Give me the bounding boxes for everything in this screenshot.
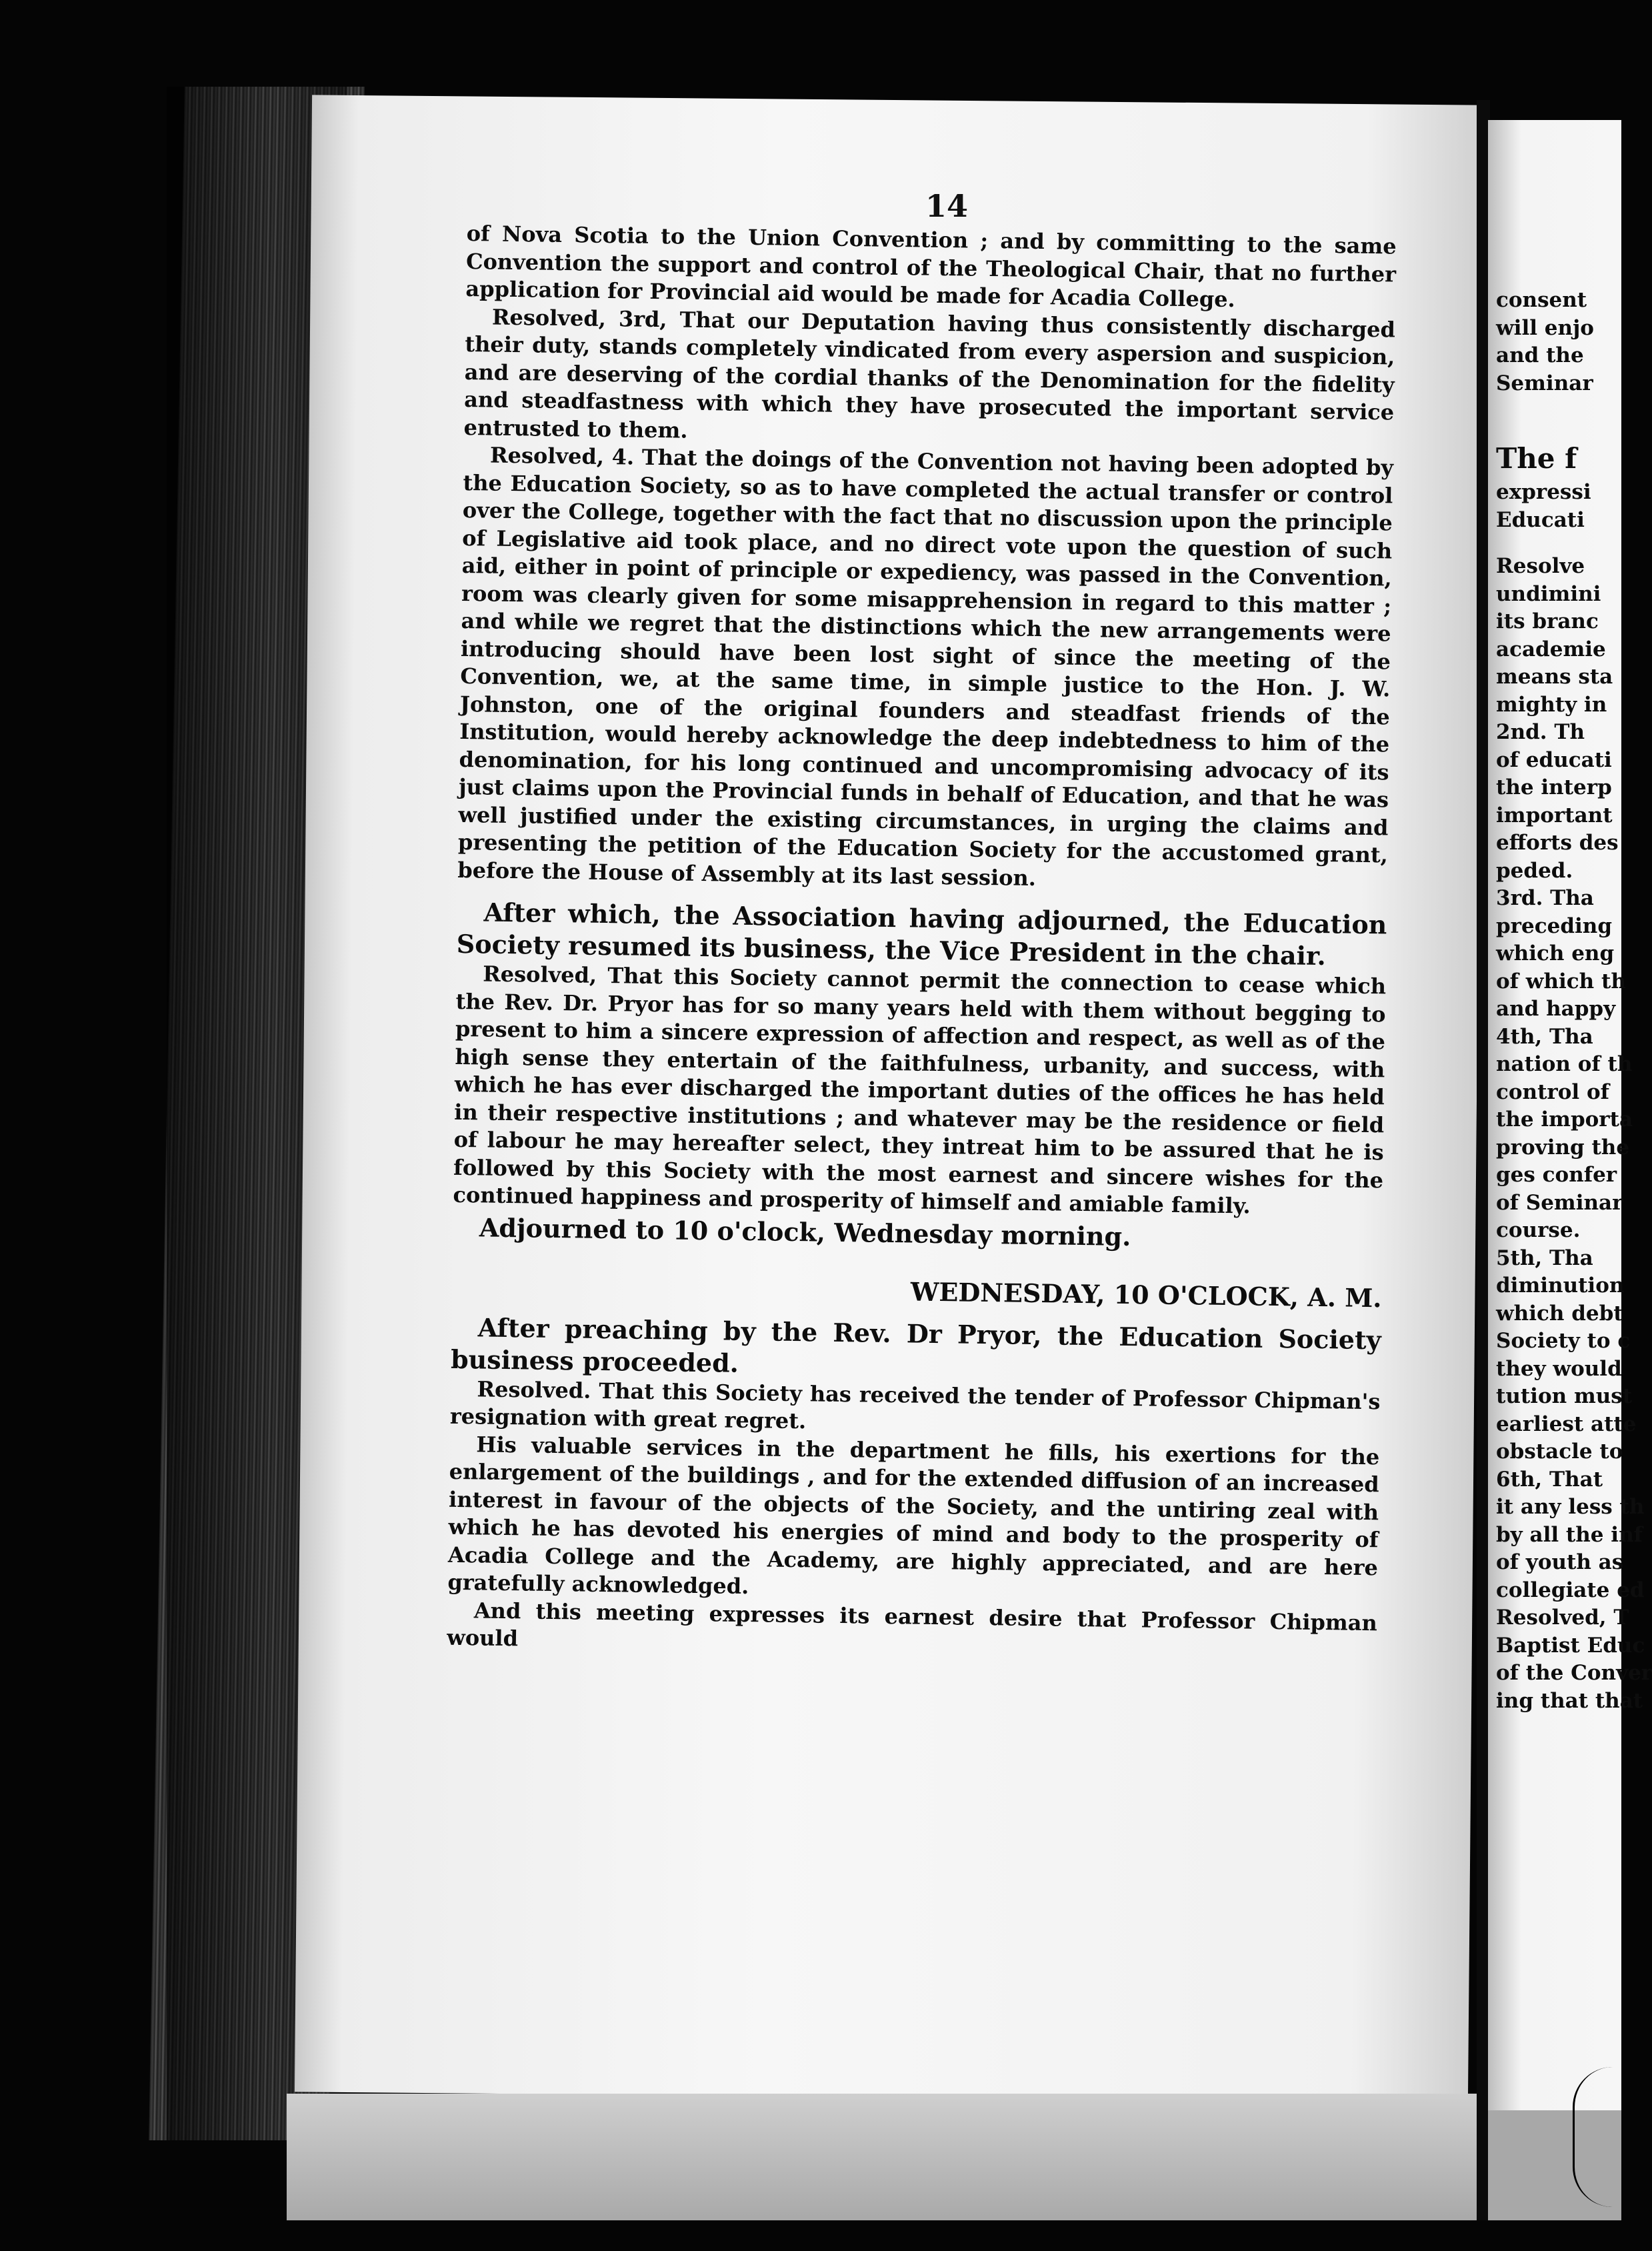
right-line: they would [1496, 1356, 1622, 1381]
right-line: proving the [1496, 1135, 1630, 1160]
right-line: control of [1496, 1079, 1610, 1104]
right-line: and the [1496, 343, 1584, 367]
right-line: academie [1496, 637, 1606, 661]
right-line: nation of th [1496, 1052, 1633, 1076]
right-line: Baptist Educ [1496, 1633, 1645, 1658]
right-line: of Seminar [1496, 1190, 1623, 1215]
right-line: efforts des [1496, 831, 1619, 855]
right-line: preceding [1496, 913, 1612, 938]
right-line: of educati [1496, 747, 1612, 772]
right-line: the importa [1496, 1107, 1633, 1132]
right-page-text [1496, 287, 1652, 1715]
paragraph-resolution-pryor: Resolved, That this Society cannot permit the connection to cease which the Rev. Dr. Pryor has for so many years held with them without begging to present to him a sincere expression of affection and respect, as well as of the high sense they entertain of the faithfulness, urbanity, and success, with which he has ever discharged the important duties of the offices he has held in their respective institutions ; and whatever may be the residence or field of labour he may hereafter select, they intreat him to be assured that he is followed by this Society with the most earnest and sincere wishes for the continued happiness and prosperity of himself and amiable family. [453, 961, 1387, 1219]
right-line: which eng [1496, 941, 1615, 965]
right-line: ges confer [1496, 1163, 1617, 1187]
right-line: will enjo [1496, 315, 1594, 340]
paragraph-resolution-4: Resolved, 4. That the doings of the Convention not having been adopted by the Education Society, so as to have completed the actual transfer or control over the College, together with the fact that no discussion upon the principle of Legislative aid took place, and no direct vote upon the question of such aid, either in point of principle or expediency, was passed in the Convention, room was clearly given for some misapprehension in regard to this matter ; and while we regret that the distinctions which the new arrangements were introducing should have been lost sight of since the meeting of the Convention, we, at the same time, in simple justice to the Hon. J. W. Johnston, one of the original founders and steadfast friends of the Institution, would hereby acknowledge the deep indebtedness to him of the denomination, for his long continued and uncompromising advocacy of its just claims upon the Provincial funds in behalf of Education, and that he was well justified under the existing circumstances, in urging the claims and presenting the petition of the Education Society for the accustomed grant, before the House of Assembly at its last session. [457, 442, 1394, 891]
right-line: collegiate ed [1496, 1578, 1645, 1602]
right-line: mighty in [1496, 692, 1607, 717]
right-line: consent [1496, 288, 1587, 312]
paragraph-resolution-3rd: Resolved, 3rd, That our Deputation having thus consistently discharged their duty, stands completely vindicated from every aspersion and suspicion, and are deserving of the cordial thanks of the Denomination for the fidelity and steadfastness with which they have prosecuted the important service entrusted to them. [463, 304, 1396, 443]
right-line: Resolve [1496, 554, 1585, 578]
page-number: 14 [925, 188, 969, 224]
right-line: 6th, That [1496, 1467, 1603, 1492]
spacer [1496, 397, 1623, 439]
page-body-text [447, 220, 1397, 1665]
paragraph-adjourned: Adjourned to 10 o'clock, Wednesday morning. [479, 1212, 1131, 1252]
right-line: diminution [1496, 1274, 1625, 1298]
page-corner-curl [1573, 2067, 1621, 2207]
right-line: undimini [1496, 581, 1601, 606]
paragraph-earnest-desire: And this meeting expresses its earnest desire that Professor Chipman would [447, 1597, 1378, 1652]
right-line: 3rd. Tha [1496, 886, 1594, 910]
section-heading-wednesday: WEDNESDAY, 10 O'CLOCK, A. M. [910, 1276, 1382, 1314]
spacer [1496, 534, 1623, 553]
right-line: Society to c [1496, 1329, 1631, 1353]
right-line: earliest atte [1496, 1412, 1637, 1436]
paragraph-association-adjourned: After which, the Association having adjourned, the Education Society resumed its business, the Vice President in the chair. [456, 897, 1387, 971]
right-line: ing that that [1496, 1688, 1643, 1713]
right-line: 5th, Tha [1496, 1246, 1593, 1270]
right-line: its branc [1496, 609, 1599, 633]
right-line: expressi [1496, 480, 1591, 504]
right-line: important [1496, 803, 1613, 827]
right-line: means sta [1496, 665, 1613, 689]
paragraph-resolution-chipman: Resolved. That this Society has received the tender of Professor Chipman's resignation with great regret. [449, 1376, 1381, 1434]
right-line: Educati [1496, 507, 1585, 532]
right-line: and happy [1496, 997, 1616, 1021]
right-line: 2nd. Th [1496, 720, 1585, 744]
right-line: course. [1496, 1218, 1581, 1242]
paragraph-preaching: After preaching by the Rev. Dr Pryor, the Education Society business proceeded. [450, 1312, 1382, 1378]
right-line: of the Conver [1496, 1661, 1652, 1685]
right-line: it any less th [1496, 1495, 1645, 1519]
right-line: 4th, Tha [1496, 1024, 1593, 1049]
right-line: Resolved, T [1496, 1606, 1629, 1630]
right-line: by all the inf [1496, 1522, 1643, 1547]
right-line: obstacle to [1496, 1440, 1623, 1464]
right-line: Seminar [1496, 371, 1593, 395]
right-line: the interp [1496, 775, 1612, 799]
right-line: of youth as [1496, 1550, 1624, 1574]
right-line: The f [1496, 442, 1577, 475]
right-line: which debt [1496, 1301, 1623, 1326]
right-line: of which th [1496, 969, 1626, 993]
paragraph-valuable-services: His valuable services in the department he fills, his exertions for the enlargement of the buildings , and for the extended diffusion of an increased interest in favour of the objects of the Society, and the untiring zeal with which he has devoted his energies of mind and body to the prosperity of Acadia College and the Academy, are highly appreciated, and are here gratefully acknowledged. [447, 1431, 1380, 1600]
right-line: peded. [1496, 858, 1573, 883]
right-line: tution must [1496, 1384, 1633, 1408]
paragraph-continuation: of Nova Scotia to the Union Convention ; and by committing to the same Convention the support and control of the Theological Chair, that no further application for Provincial aid would be made for Acadia College. [465, 220, 1397, 313]
page-bottom-shadow [287, 2094, 1480, 2220]
